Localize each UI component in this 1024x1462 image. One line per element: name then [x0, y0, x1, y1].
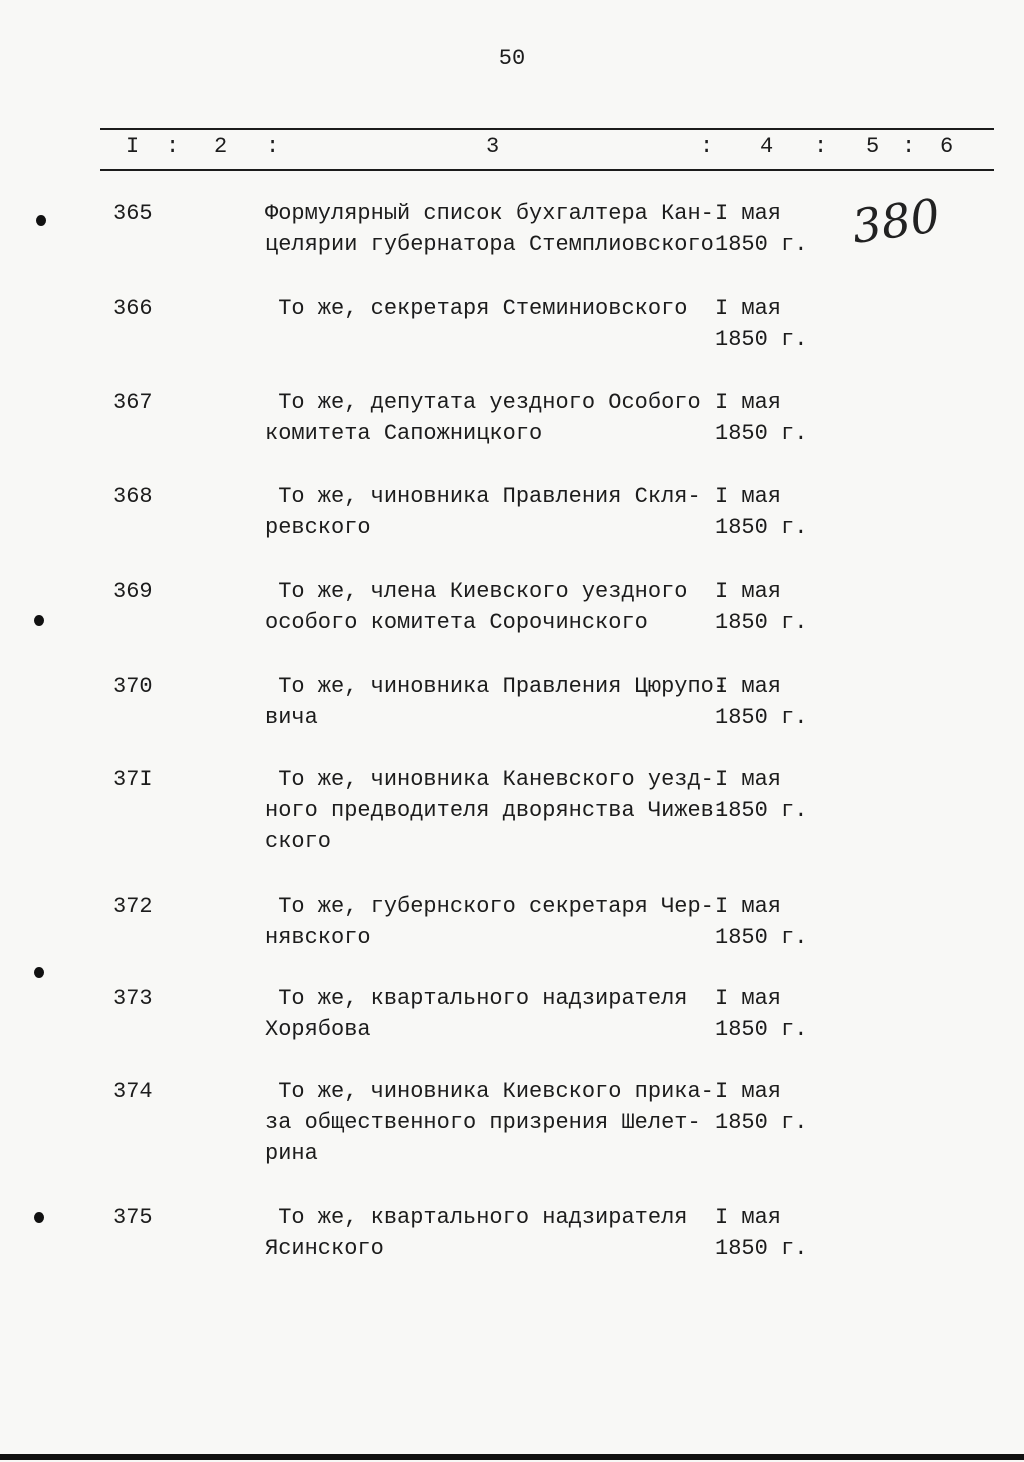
description-line: вича — [265, 705, 318, 730]
description-line: Хорябова — [265, 1017, 371, 1042]
date-line: I мая — [715, 767, 782, 792]
entry-description — [265, 481, 710, 543]
header-bottom-rule — [100, 169, 994, 171]
description-line: целярии губернатора Стемплиовского — [265, 232, 714, 257]
entry-description — [265, 983, 710, 1045]
page-bottom-edge — [0, 1454, 1024, 1460]
date-line: I мая — [715, 579, 782, 604]
entry-number: 37I — [113, 767, 153, 792]
description-line: Ясинского — [265, 1236, 384, 1261]
entry-description — [265, 764, 728, 857]
entry-description — [265, 293, 710, 324]
entry-number: 369 — [113, 579, 153, 604]
date-line: I мая — [715, 1079, 782, 1104]
description-line: ревского — [265, 515, 371, 540]
description-line: То же, чиновника Правления Цюрупо- — [265, 674, 728, 699]
description-line: То же, губернского секретаря Чер- — [265, 894, 714, 919]
column-separator: : — [700, 134, 714, 159]
date-line: 1850 г. — [715, 327, 808, 352]
punch-hole-mark — [34, 615, 44, 626]
page-number: 50 — [498, 46, 526, 71]
date-line: 1850 г. — [715, 232, 808, 257]
handwritten-archive-number: 380 — [848, 188, 944, 254]
entry-description — [265, 1076, 714, 1169]
column-separator: : — [902, 134, 916, 159]
column-header-6: 6 — [940, 134, 954, 159]
column-separator: : — [266, 134, 280, 159]
entry-date — [715, 764, 807, 826]
entry-description — [265, 671, 728, 733]
description-line: То же, чиновника Каневского уезд- — [265, 767, 714, 792]
date-line: I мая — [715, 674, 782, 699]
description-line: То же, квартального надзирателя — [265, 986, 688, 1011]
entry-number: 368 — [113, 484, 153, 509]
description-line: То же, квартального надзирателя — [265, 1205, 688, 1230]
description-line: То же, чиновника Правления Скля- — [265, 484, 701, 509]
description-line: особого комитета Сорочинского — [265, 610, 648, 635]
entry-description — [265, 387, 710, 449]
date-line: I мая — [715, 484, 782, 509]
date-line: 1850 г. — [715, 515, 808, 540]
date-line: I мая — [715, 986, 782, 1011]
column-header-2: 2 — [214, 134, 228, 159]
entry-number: 374 — [113, 1079, 153, 1104]
date-line: I мая — [715, 201, 782, 226]
date-line: 1850 г. — [715, 705, 808, 730]
description-line: То же, чиновника Киевского прика- — [265, 1079, 714, 1104]
entry-number: 370 — [113, 674, 153, 699]
entry-date — [715, 891, 807, 953]
date-line: 1850 г. — [715, 1110, 808, 1135]
entry-description — [265, 198, 714, 260]
entry-date — [715, 481, 807, 543]
entry-date — [715, 387, 807, 449]
column-separator: : — [166, 134, 180, 159]
date-line: 1850 г. — [715, 798, 808, 823]
description-line: рина — [265, 1141, 318, 1166]
date-line: I мая — [715, 1205, 782, 1230]
column-header-5: 5 — [866, 134, 880, 159]
description-line: ного предводителя дворянства Чижев- — [265, 798, 728, 823]
column-header-1: I — [126, 134, 140, 159]
entry-date — [715, 576, 807, 638]
entry-date — [715, 1202, 807, 1264]
punch-hole-mark — [34, 967, 44, 978]
entry-date — [715, 198, 807, 260]
column-separator: : — [814, 134, 828, 159]
entry-number: 366 — [113, 296, 153, 321]
entry-date — [715, 293, 807, 355]
description-line: То же, члена Киевского уездного — [265, 579, 688, 604]
entry-number: 367 — [113, 390, 153, 415]
description-line: нявского — [265, 925, 371, 950]
entry-number: 365 — [113, 201, 153, 226]
description-line: комитета Сапожницкого — [265, 421, 543, 446]
punch-hole-mark — [36, 215, 46, 226]
column-header-row — [100, 134, 994, 166]
entry-description — [265, 891, 714, 953]
header-top-rule — [100, 128, 994, 130]
description-line: ского — [265, 829, 332, 854]
date-line: I мая — [715, 296, 782, 321]
entry-date — [715, 671, 807, 733]
date-line: 1850 г. — [715, 1236, 808, 1261]
entry-date — [715, 983, 807, 1045]
column-header-4: 4 — [760, 134, 774, 159]
description-line: То же, секретаря Стеминиовского — [265, 296, 688, 321]
date-line: 1850 г. — [715, 610, 808, 635]
description-line: за общественного призрения Шелет- — [265, 1110, 701, 1135]
date-line: 1850 г. — [715, 421, 808, 446]
entry-number: 372 — [113, 894, 153, 919]
entry-description — [265, 576, 710, 638]
entry-number: 375 — [113, 1205, 153, 1230]
date-line: 1850 г. — [715, 925, 808, 950]
entry-date — [715, 1076, 807, 1138]
entry-description — [265, 1202, 710, 1264]
punch-hole-mark — [34, 1212, 44, 1223]
date-line: I мая — [715, 390, 782, 415]
date-line: 1850 г. — [715, 1017, 808, 1042]
description-line: Формулярный список бухгалтера Кан- — [265, 201, 714, 226]
date-line: I мая — [715, 894, 782, 919]
column-header-3: 3 — [486, 134, 500, 159]
description-line: То же, депутата уездного Особого — [265, 390, 701, 415]
entry-number: 373 — [113, 986, 153, 1011]
